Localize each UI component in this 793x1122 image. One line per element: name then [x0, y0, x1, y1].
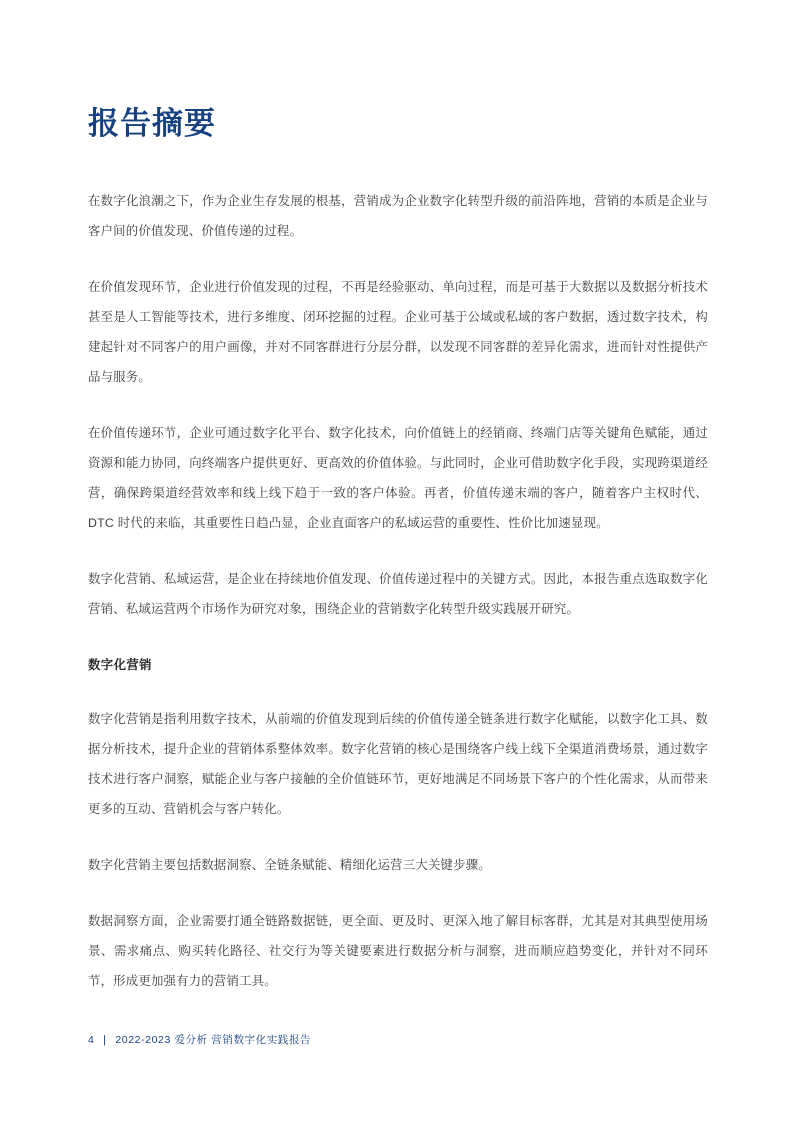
body-paragraph: 数字化营销是指利用数字技术，从前端的价值发现到后续的价值传递全链条进行数字化赋能，以数字化工具、数据分析技术，提升企业的营销体系整体效率。数字化营销的核心是围绕客户线上线下全渠道消费场景，通过数字技术进行客户洞察，赋能企业与客户接触的全价值链环节，更好地满足不同场景下客户的个性化需求，从而带来更多的互动、营销机会与客户转化。 [88, 712, 708, 816]
footer-page-number: 4 [88, 1033, 95, 1046]
footer-separator: | [103, 1033, 107, 1046]
footer-document-name: 2022-2023 爱分析 营销数字化实践报告 [115, 1034, 312, 1046]
section-heading: 数字化营销 [88, 658, 152, 672]
body-paragraph: 在价值发现环节，企业进行价值发现的过程，不再是经验驱动、单向过程，而是可基于大数据以及数据分析技术甚至是人工智能等技术，进行多维度、闭环挖掘的过程。企业可基于公域或私域的客户数据，透过数字技术，构建起针对不同客户的用户画像，并对不同客群进行分层分群，以发现不同客群的差异化需求，进而针对性提供产品与服务。 [88, 280, 708, 384]
body-paragraph: 在价值传递环节，企业可通过数字化平台、数字化技术，向价值链上的经销商、终端门店等关键角色赋能，通过资源和能力协同，向终端客户提供更好、更高效的价值体验。与此同时，企业可借助数字化手段，实现跨渠道经营，确保跨渠道经营效率和线上线下趋于一致的客户体验。再者，价值传递末端的客户，随着客户主权时代、DTC 时代的来临，其重要性日趋凸显，企业直面客户的私域运营的重要性、性价比加速显现。 [88, 426, 708, 530]
body-paragraph: 在数字化浪潮之下，作为企业生存发展的根基，营销成为企业数字化转型升级的前沿阵地，营销的本质是企业与客户间的价值发现、价值传递的过程。 [88, 194, 708, 238]
page-title: 报告摘要 [88, 106, 216, 141]
document-body [88, 186, 708, 1022]
body-paragraph: 数字化营销主要包括数据洞察、全链条赋能、精细化运营三大关键步骤。 [88, 858, 491, 872]
body-paragraph: 数据洞察方面，企业需要打通全链路数据链，更全面、更及时、更深入地了解目标客群，尤其是对其典型使用场景、需求痛点、购买转化路径、社交行为等关键要素进行数据分析与洞察，进而顺应趋势变化，并针对不同环节，形成更加强有力的营销工具。 [88, 914, 708, 988]
body-paragraph: 数字化营销、私域运营，是企业在持续地价值发现、价值传递过程中的关键方式。因此，本报告重点选取数字化营销、私域运营两个市场作为研究对象，围绕企业的营销数字化转型升级实践展开研究。 [88, 572, 708, 616]
page-footer [88, 1032, 311, 1047]
